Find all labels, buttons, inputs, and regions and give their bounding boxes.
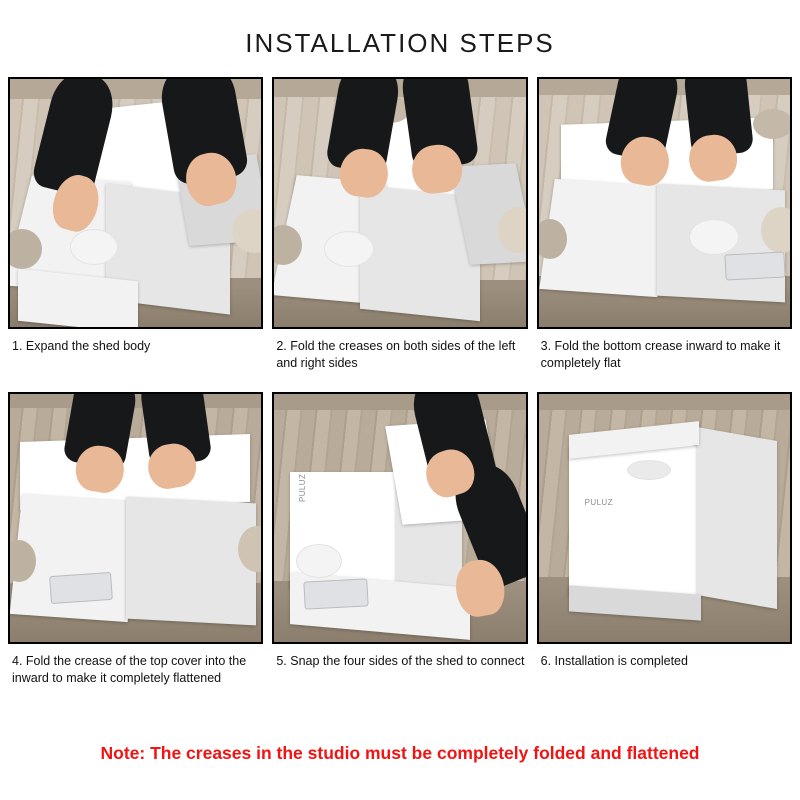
step-3-photo bbox=[537, 77, 792, 329]
page-title: INSTALLATION STEPS bbox=[245, 28, 555, 58]
step-5 bbox=[272, 392, 527, 703]
step-2 bbox=[272, 77, 527, 388]
step-2-caption: 2. Fold the creases on both sides of the left and right sides bbox=[276, 339, 516, 370]
step-3-caption: 3. Fold the bottom crease inward to make it completely flat bbox=[540, 339, 781, 370]
circle-crease bbox=[689, 219, 739, 255]
notch-top-right bbox=[753, 109, 792, 139]
step-2-photo bbox=[272, 77, 527, 329]
circle-crease bbox=[70, 229, 118, 265]
table-back-edge bbox=[274, 79, 525, 97]
panel-right bbox=[126, 497, 256, 626]
step-1-photo bbox=[8, 77, 263, 329]
phone-on-table bbox=[724, 251, 785, 280]
step-6-caption: 6. Installation is completed bbox=[540, 654, 688, 668]
step-5-photo bbox=[272, 392, 527, 644]
note-text: Note: The creases in the studio must be completely folded and flattened bbox=[100, 743, 700, 763]
step-4-photo bbox=[8, 392, 263, 644]
box-side-face bbox=[697, 427, 777, 609]
step-1-caption: 1. Expand the shed body bbox=[12, 339, 151, 353]
step-5-caption: 5. Snap the four sides of the shed to connect bbox=[276, 654, 525, 668]
step-1 bbox=[8, 77, 263, 388]
phone-on-table bbox=[49, 572, 113, 604]
brand-label: PULUZ bbox=[298, 473, 308, 502]
top-light-hole bbox=[627, 460, 671, 480]
circle-crease bbox=[296, 544, 342, 578]
table-back-edge bbox=[539, 394, 790, 410]
steps-grid bbox=[8, 77, 792, 703]
step-4-caption: 4. Fold the crease of the top cover into the inward to make it completely flattened bbox=[12, 654, 247, 685]
step-4 bbox=[8, 392, 263, 703]
notch-right bbox=[498, 207, 527, 253]
table-back-edge bbox=[10, 394, 261, 408]
table-back-edge bbox=[274, 394, 525, 410]
step-3 bbox=[537, 77, 792, 388]
phone-on-table bbox=[304, 578, 369, 609]
brand-label: PULUZ bbox=[584, 498, 613, 507]
step-6-photo bbox=[537, 392, 792, 644]
circle-crease bbox=[324, 231, 374, 267]
step-6 bbox=[537, 392, 792, 703]
